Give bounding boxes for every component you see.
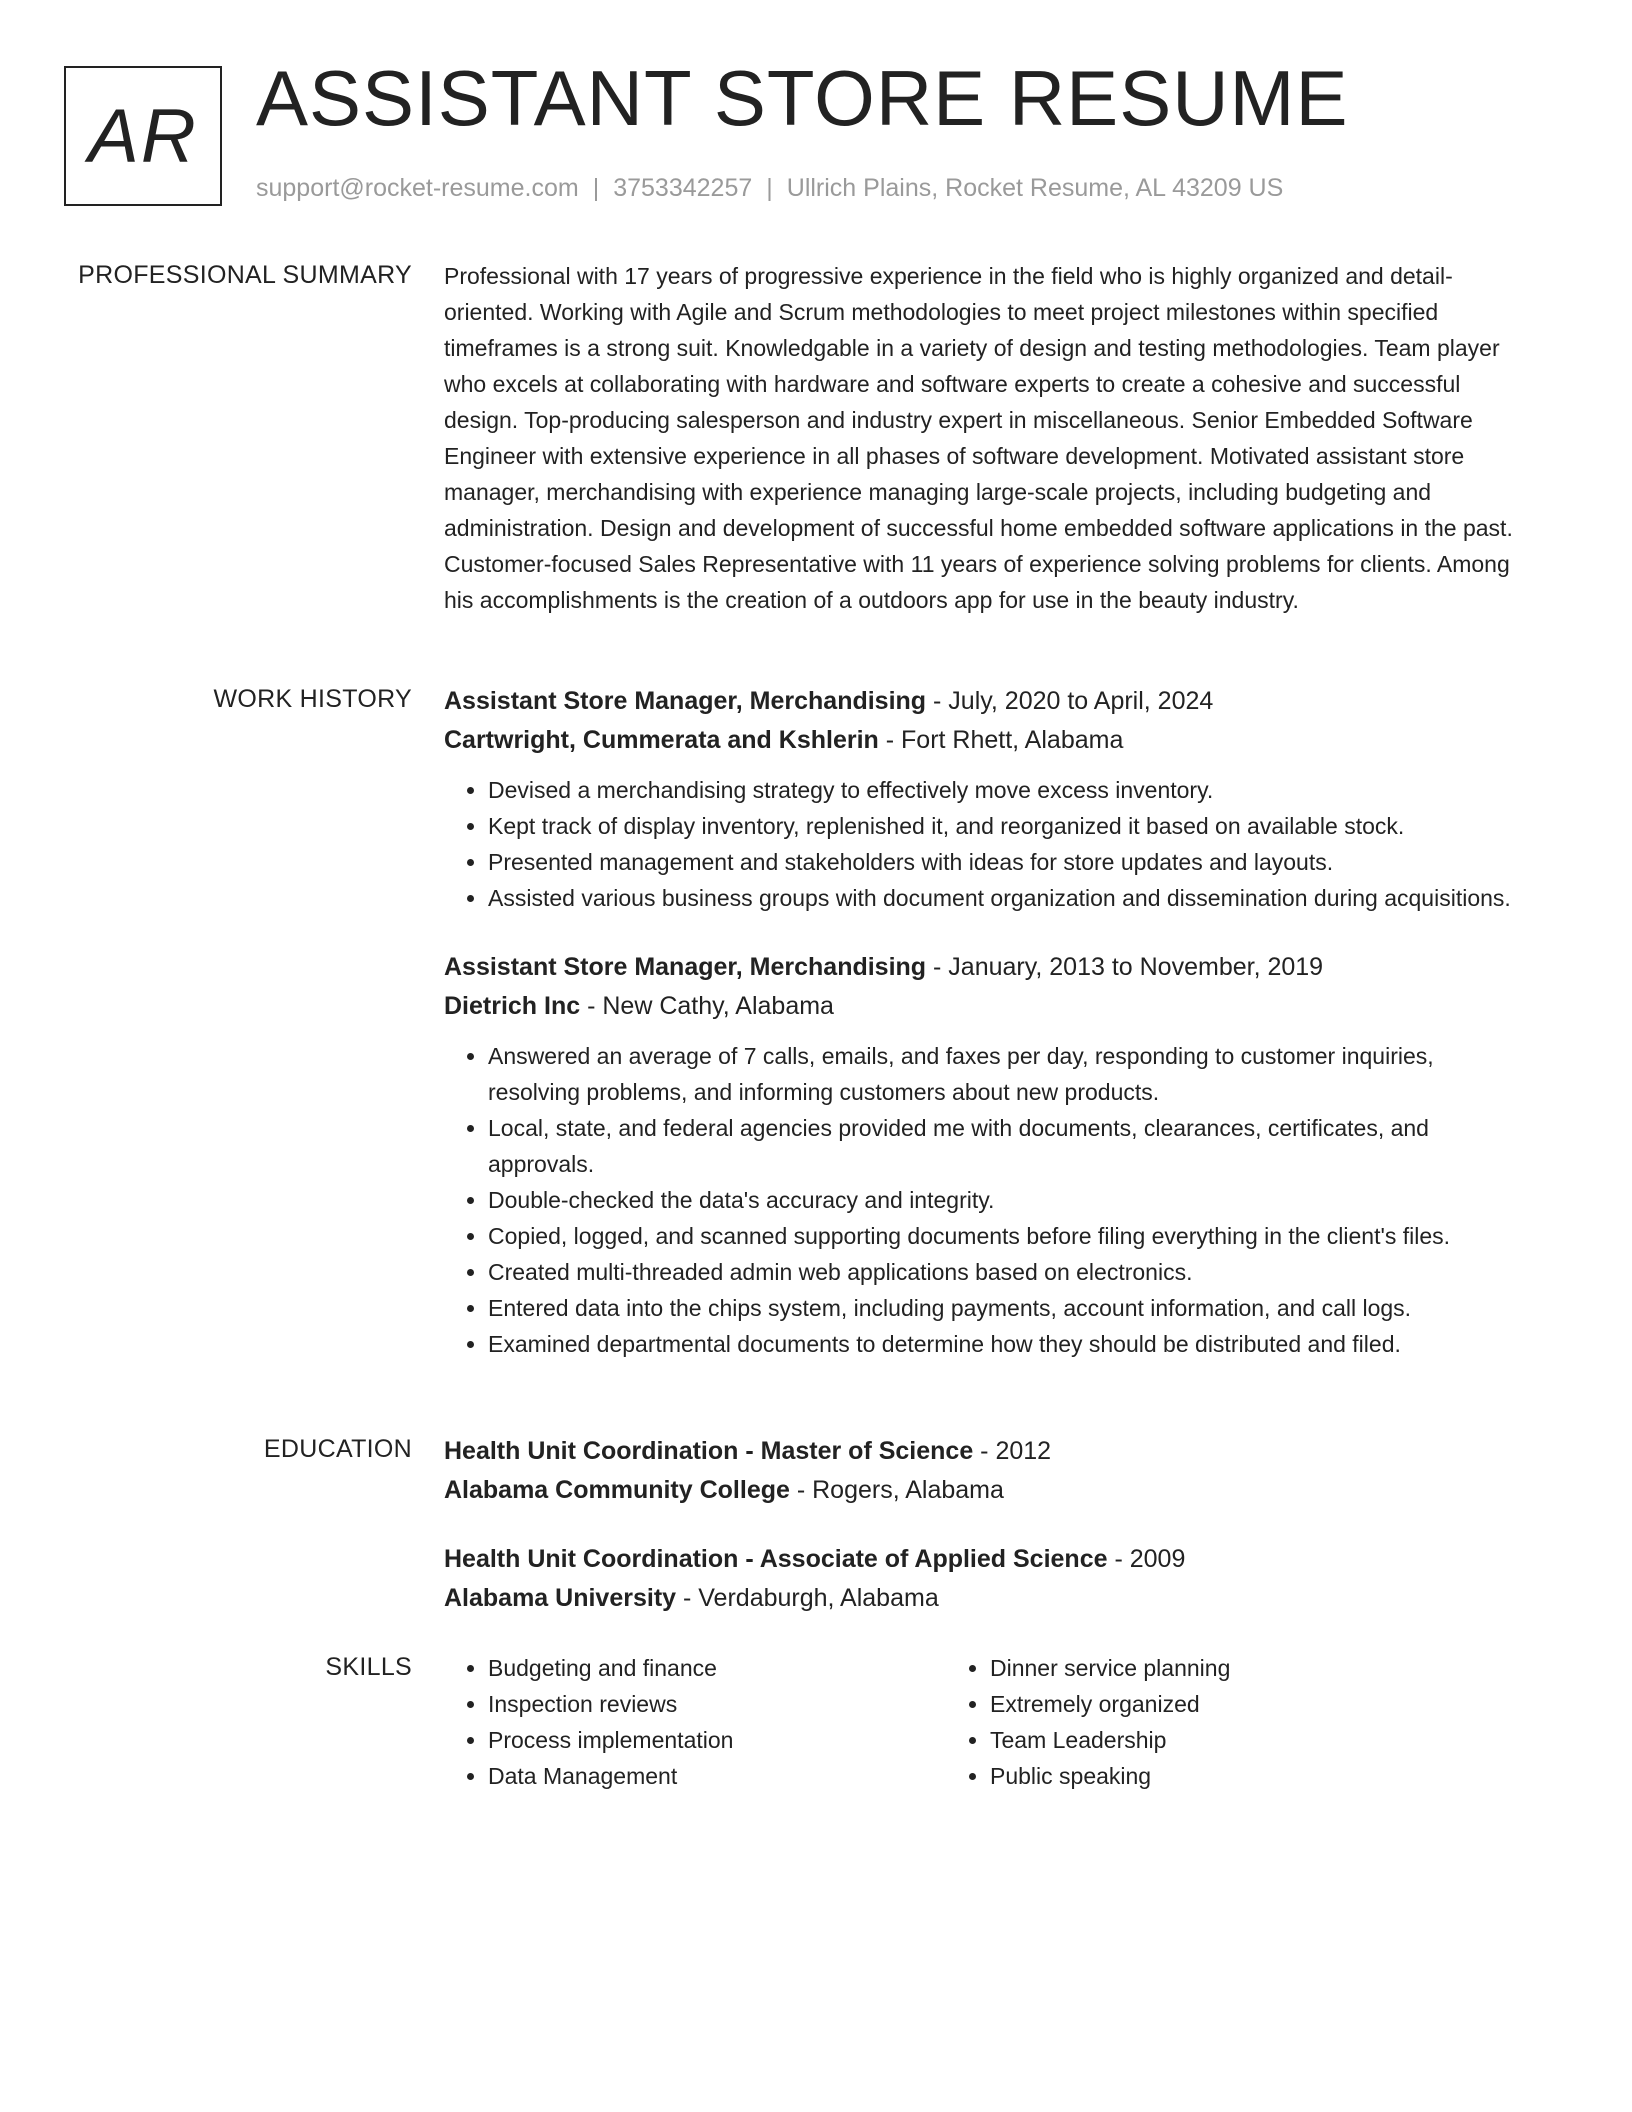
degree-line [444, 1540, 1530, 1578]
summary-text: Professional with 17 years of progressive experience in the field who is highly organized and detail-oriented. Working with Agile and Scrum methodologies to meet project milestones within specified timeframes is a strong suit. Knowledgable in a variety of design and testing methodologies. Team player who excels at collaborating with hardware and software experts to create a cohesive and successful design. Top-producing salesperson and industry expert in miscellaneous. Senior Embedded Software Engineer with extensive experience in all phases of software development. Motivated assistant store manager, merchandising with experience managing large-scale projects, including budgeting and administration. Design and development of successful home embedded software applications in the past. Customer-focused Sales Representative with 11 years of experience solving problems for clients. Among his accomplishments is the creation of a outdoors app for use in the beauty industry. [444, 263, 1513, 613]
job-bullet: • Examined departmental documents to determine how they should be distributed and filed. [488, 1326, 1530, 1362]
section-label-skills: SKILLS [325, 1653, 412, 1681]
contact-line [256, 174, 1283, 203]
degree-year: - 2012 [973, 1437, 1052, 1465]
work-body [444, 682, 1530, 1394]
contact-phone[interactable]: 3753342257 [613, 174, 753, 202]
skill-item: • Budgeting and finance [488, 1650, 946, 1686]
job-bullets [444, 1038, 1530, 1362]
skill-item: • Data Management [488, 1758, 946, 1794]
education-body [444, 1432, 1530, 1648]
job-bullets [444, 772, 1530, 916]
job-bullet: • Copied, logged, and scanned supporting documents before filing everything in the client's files. [488, 1218, 1530, 1254]
job-location: - New Cathy, Alabama [580, 992, 834, 1020]
resume-title: ASSISTANT STORE RESUME [256, 54, 1349, 142]
skill-item: • Process implementation [488, 1722, 946, 1758]
education-entry [444, 1432, 1530, 1510]
monogram-box [64, 66, 222, 206]
job-bullet: • Entered data into the chips system, including payments, account information, and call logs. [488, 1290, 1530, 1326]
school-line [444, 1470, 1530, 1510]
contact-address: Ullrich Plains, Rocket Resume, AL 43209 US [786, 174, 1284, 202]
skill-item: • Team Leadership [990, 1722, 1448, 1758]
job-company: Cartwright, Cummerata and Kshlerin [444, 726, 879, 754]
skill-item: • Public speaking [990, 1758, 1448, 1794]
job-bullet: • Local, state, and federal agencies provided me with documents, clearances, certificates, and approvals. [488, 1110, 1530, 1182]
school: Alabama Community College [444, 1476, 790, 1504]
degree-year: - 2009 [1107, 1545, 1186, 1573]
job-company: Dietrich Inc [444, 992, 581, 1020]
school: Alabama University [444, 1584, 677, 1612]
job-bullet: • Devised a merchandising strategy to effectively move excess inventory. [488, 772, 1530, 808]
degree: Health Unit Coordination - Master of Science [444, 1437, 974, 1465]
degree: Health Unit Coordination - Associate of Applied Science [444, 1545, 1108, 1573]
contact-separator: | [766, 174, 773, 202]
job-company-line [444, 986, 1530, 1026]
job-dates: - January, 2013 to November, 2019 [926, 953, 1324, 981]
job-bullet: • Double-checked the data's accuracy and integrity. [488, 1182, 1530, 1218]
job-title-line [444, 682, 1530, 720]
job-company-line [444, 720, 1530, 760]
school-location: - Rogers, Alabama [789, 1476, 1004, 1504]
job-title: Assistant Store Manager, Merchandising [444, 687, 927, 715]
job-bullet: • Created multi-threaded admin web applications based on electronics. [488, 1254, 1530, 1290]
job-dates: - July, 2020 to April, 2024 [926, 687, 1214, 715]
job-bullet: • Kept track of display inventory, replenished it, and reorganized it based on available stock. [488, 808, 1530, 844]
contact-separator: | [592, 174, 600, 202]
job-bullet: • Presented management and stakeholders with ideas for store updates and layouts. [488, 844, 1530, 880]
skill-item: • Extremely organized [990, 1686, 1448, 1722]
school-location: - Verdaburgh, Alabama [676, 1584, 939, 1612]
section-label-work: WORK HISTORY [213, 685, 412, 713]
skills-body [444, 1650, 1530, 1794]
skills-list-left [444, 1650, 946, 1794]
job-location: - Fort Rhett, Alabama [878, 726, 1124, 754]
school-line [444, 1578, 1530, 1618]
summary-body [444, 258, 1530, 618]
job-bullet: • Assisted various business groups with document organization and dissemination during acquisitions. [488, 880, 1530, 916]
skill-item: • Dinner service planning [990, 1650, 1448, 1686]
job-bullet: • Answered an average of 7 calls, emails, and faxes per day, responding to customer inquiries, resolving problems, and informing customers about new products. [488, 1038, 1530, 1110]
section-label-education: EDUCATION [263, 1435, 412, 1463]
degree-line [444, 1432, 1530, 1470]
education-entry [444, 1540, 1530, 1618]
monogram-initials: AR [88, 93, 198, 179]
job-entry [444, 682, 1530, 916]
skills-list-right [946, 1650, 1448, 1794]
skills-columns [444, 1650, 1530, 1794]
skill-item: • Inspection reviews [488, 1686, 946, 1722]
job-entry [444, 948, 1530, 1362]
section-label-summary: PROFESSIONAL SUMMARY [78, 261, 412, 289]
job-title: Assistant Store Manager, Merchandising [444, 953, 927, 981]
contact-email[interactable]: support@rocket-resume.com [256, 174, 579, 202]
job-title-line [444, 948, 1530, 986]
